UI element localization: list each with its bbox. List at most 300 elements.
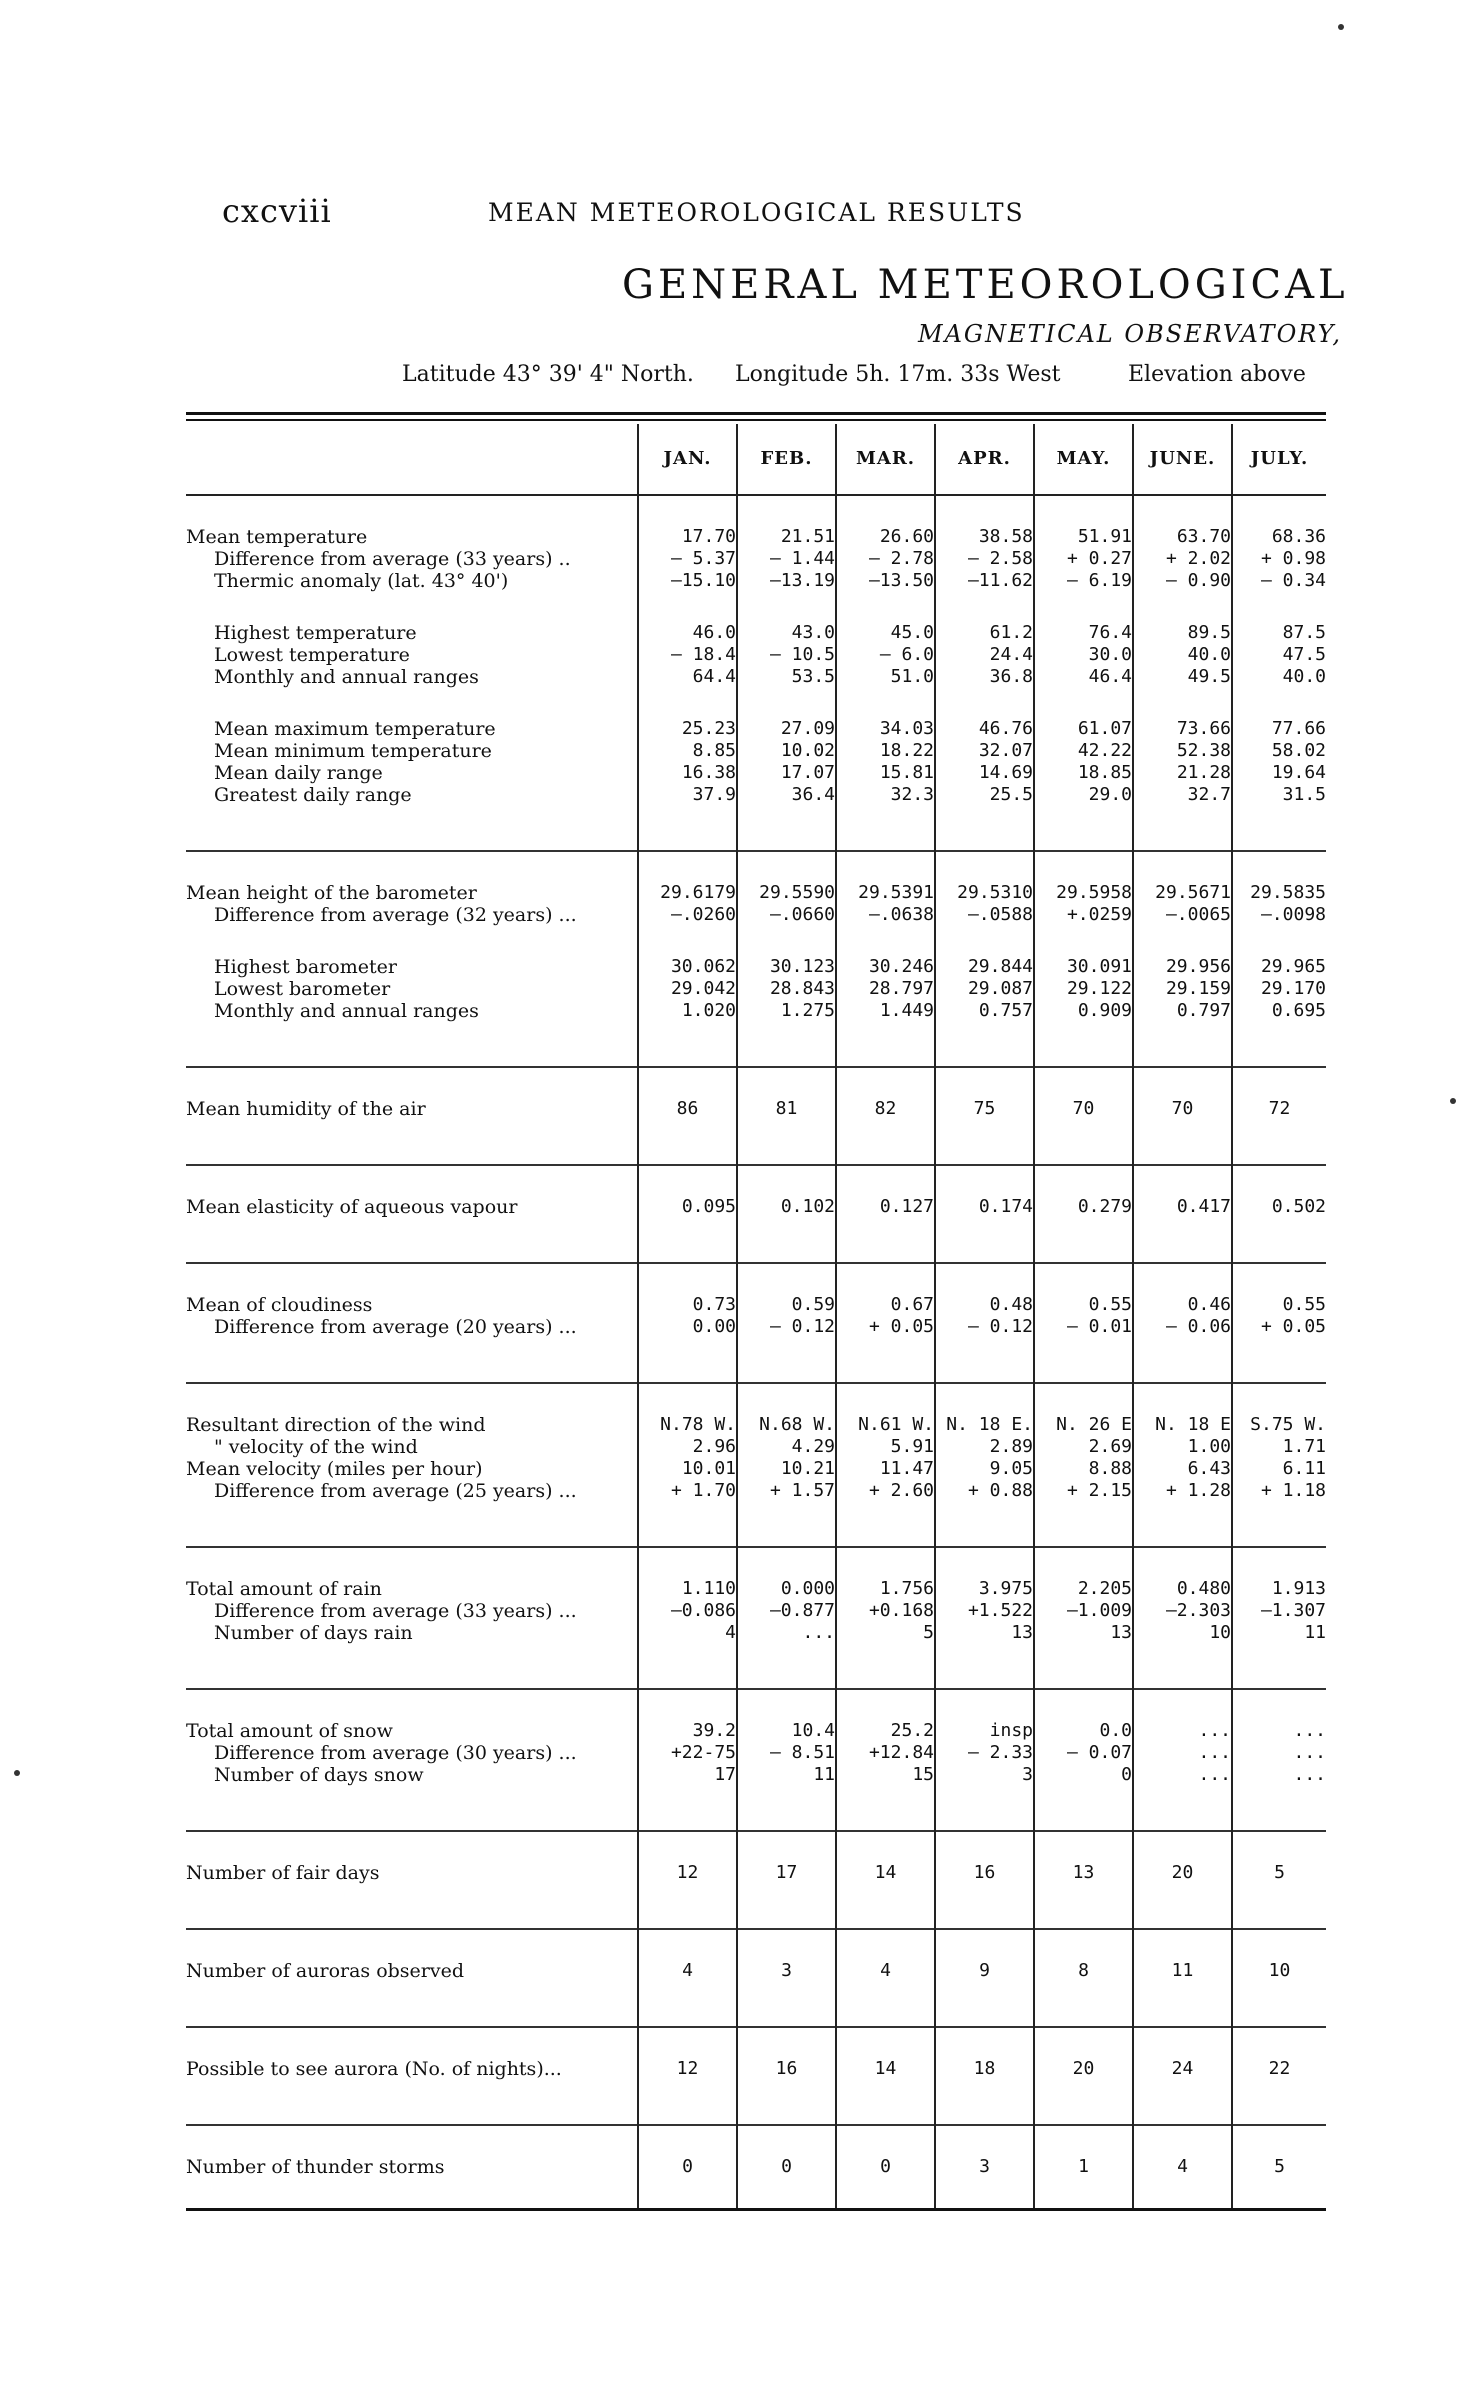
spacer-cell <box>935 2080 1034 2125</box>
spacer-cell <box>1133 1547 1232 1578</box>
row-label: Number of thunder storms <box>186 2156 445 2178</box>
spacer-cell <box>737 1502 836 1547</box>
value-cell: 49.5 <box>1133 666 1232 688</box>
value-cell: 8 <box>1034 1960 1133 1982</box>
value-cell: 16 <box>737 2058 836 2080</box>
spacer-cell <box>737 1383 836 1414</box>
meteorological-table <box>186 424 1326 2211</box>
value-cell: —15.10 <box>638 570 737 592</box>
value-cell: 45.0 <box>836 622 935 644</box>
spacer-cell <box>935 1644 1034 1689</box>
spacer-cell <box>1034 1067 1133 1098</box>
spacer-cell <box>1133 1338 1232 1383</box>
table-row <box>186 1316 1326 1338</box>
spacer-row <box>186 495 1326 526</box>
value-cell: 14 <box>836 1862 935 1884</box>
speck-mark <box>14 1770 20 1776</box>
spacer-cell <box>836 495 935 526</box>
row-label: Number of auroras observed <box>186 1960 465 1982</box>
value-cell: — 2.33 <box>935 1742 1034 1764</box>
spacer-cell <box>186 1218 638 1263</box>
value-cell: 16.38 <box>638 762 737 784</box>
spacer-cell <box>1034 1502 1133 1547</box>
spacer-row <box>186 1502 1326 1547</box>
value-cell: N.68 W. <box>737 1414 836 1436</box>
spacer-cell <box>1133 1786 1232 1831</box>
spacer-cell <box>186 2080 638 2125</box>
value-cell: 63.70 <box>1133 526 1232 548</box>
value-cell: —1.009 <box>1034 1600 1133 1622</box>
spacer-cell <box>836 2027 935 2058</box>
value-cell: 29.5310 <box>935 882 1034 904</box>
table-row <box>186 1196 1326 1218</box>
value-cell: 26.60 <box>836 526 935 548</box>
page-number: cxcviii <box>222 192 332 230</box>
spacer-cell <box>1034 495 1133 526</box>
table-row <box>186 904 1326 926</box>
value-cell: + 1.28 <box>1133 1480 1232 1502</box>
table-row <box>186 1578 1326 1600</box>
value-cell: 75 <box>935 1098 1034 1120</box>
value-cell: 18.85 <box>1034 762 1133 784</box>
spacer-cell <box>1133 1502 1232 1547</box>
table-row <box>186 762 1326 784</box>
value-cell: 0.909 <box>1034 1000 1133 1022</box>
spacer-cell <box>1232 1120 1326 1165</box>
value-cell: — 1.44 <box>737 548 836 570</box>
spacer-cell <box>186 926 638 956</box>
spacer-cell <box>186 1067 638 1098</box>
month-header: JAN. <box>638 424 737 495</box>
spacer-cell <box>836 2178 935 2210</box>
spacer-cell <box>638 1786 737 1831</box>
spacer-cell <box>836 1884 935 1929</box>
value-cell: 3 <box>935 2156 1034 2178</box>
value-cell: 5 <box>1232 2156 1326 2178</box>
spacer-cell <box>836 2125 935 2156</box>
value-cell: —11.62 <box>935 570 1034 592</box>
value-cell: 30.246 <box>836 956 935 978</box>
row-label: Monthly and annual ranges <box>214 666 479 688</box>
spacer-cell <box>1034 1689 1133 1720</box>
value-cell: 17 <box>737 1862 836 1884</box>
value-cell: 87.5 <box>1232 622 1326 644</box>
spacer-cell <box>1232 806 1326 851</box>
spacer-cell <box>1034 1022 1133 1067</box>
month-header: MAR. <box>836 424 935 495</box>
spacer-cell <box>638 1547 737 1578</box>
page-title: GENERAL METEOROLOGICAL <box>622 262 1349 308</box>
value-cell: 2.96 <box>638 1436 737 1458</box>
value-cell: 6.11 <box>1232 1458 1326 1480</box>
value-cell: 13 <box>935 1622 1034 1644</box>
value-cell: 0 <box>737 2156 836 2178</box>
value-cell: 0.797 <box>1133 1000 1232 1022</box>
spacer-cell <box>1232 1502 1326 1547</box>
header-rule-top <box>186 412 1326 415</box>
value-cell: 0.480 <box>1133 1578 1232 1600</box>
value-cell: 2.89 <box>935 1436 1034 1458</box>
spacer-cell <box>1232 1884 1326 1929</box>
longitude-text: Longitude 5h. 17m. 33s West <box>735 362 1061 387</box>
table-row <box>186 718 1326 740</box>
value-cell: — 10.5 <box>737 644 836 666</box>
row-label: Difference from average (33 years) ... <box>214 1600 577 1622</box>
spacer-cell <box>1232 1263 1326 1294</box>
value-cell: 27.09 <box>737 718 836 740</box>
table-row <box>186 1622 1326 1644</box>
spacer-cell <box>1034 2125 1133 2156</box>
table-row <box>186 1720 1326 1742</box>
spacer-cell <box>638 1165 737 1196</box>
spacer-cell <box>1133 2125 1232 2156</box>
spacer-cell <box>638 1644 737 1689</box>
value-cell: — 0.07 <box>1034 1742 1133 1764</box>
spacer-cell <box>1232 2125 1326 2156</box>
value-cell: 47.5 <box>1232 644 1326 666</box>
spacer-cell <box>186 851 638 882</box>
spacer-cell <box>836 851 935 882</box>
table-bottom-row <box>186 2178 1326 2210</box>
value-cell: + 1.70 <box>638 1480 737 1502</box>
value-cell: 58.02 <box>1232 740 1326 762</box>
spacer-cell <box>935 1383 1034 1414</box>
spacer-cell <box>737 1982 836 2027</box>
spacer-cell <box>1232 1644 1326 1689</box>
value-cell: S.75 W. <box>1232 1414 1326 1436</box>
value-cell: 53.5 <box>737 666 836 688</box>
value-cell: 3.975 <box>935 1578 1034 1600</box>
spacer-cell <box>737 1165 836 1196</box>
value-cell: 10.21 <box>737 1458 836 1480</box>
spacer-row <box>186 926 1326 956</box>
value-cell: 6.43 <box>1133 1458 1232 1480</box>
row-label: Resultant direction of the wind <box>186 1414 486 1436</box>
spacer-cell <box>186 1831 638 1862</box>
value-cell: + 0.27 <box>1034 548 1133 570</box>
value-cell: 8.88 <box>1034 1458 1133 1480</box>
value-cell: 39.2 <box>638 1720 737 1742</box>
value-cell: —.0065 <box>1133 904 1232 926</box>
spacer-cell <box>737 1120 836 1165</box>
spacer-cell <box>1232 1929 1326 1960</box>
value-cell: 0.00 <box>638 1316 737 1338</box>
value-cell: — 0.12 <box>737 1316 836 1338</box>
value-cell: 0.102 <box>737 1196 836 1218</box>
value-cell: — 6.19 <box>1034 570 1133 592</box>
spacer-cell <box>935 1263 1034 1294</box>
value-cell: 1.00 <box>1133 1436 1232 1458</box>
table-row <box>186 2156 1326 2178</box>
value-cell: — 0.06 <box>1133 1316 1232 1338</box>
spacer-cell <box>186 592 638 622</box>
value-cell: 3 <box>935 1764 1034 1786</box>
spacer-cell <box>1133 2080 1232 2125</box>
value-cell: + 0.05 <box>1232 1316 1326 1338</box>
spacer-cell <box>1133 1689 1232 1720</box>
value-cell: ... <box>1232 1720 1326 1742</box>
row-label: Thermic anomaly (lat. 43° 40') <box>214 570 509 592</box>
spacer-cell <box>186 688 638 718</box>
spacer-cell <box>836 1022 935 1067</box>
spacer-cell <box>737 2080 836 2125</box>
value-cell: + 0.05 <box>836 1316 935 1338</box>
value-cell: —2.303 <box>1133 1600 1232 1622</box>
spacer-cell <box>737 1831 836 1862</box>
spacer-cell <box>1133 1929 1232 1960</box>
spacer-cell <box>1034 1786 1133 1831</box>
row-label: Total amount of snow <box>186 1720 393 1742</box>
row-label: Lowest temperature <box>214 644 410 666</box>
value-cell: 0.417 <box>1133 1196 1232 1218</box>
spacer-cell <box>1232 1067 1326 1098</box>
row-label: Mean of cloudiness <box>186 1294 373 1316</box>
value-cell: 0.095 <box>638 1196 737 1218</box>
value-cell: + 2.15 <box>1034 1480 1133 1502</box>
month-header: MAY. <box>1034 424 1133 495</box>
table-row <box>186 570 1326 592</box>
value-cell: 0 <box>638 2156 737 2178</box>
spacer-row <box>186 2080 1326 2125</box>
value-cell: 0.757 <box>935 1000 1034 1022</box>
spacer-cell <box>737 592 836 622</box>
separator-row <box>186 851 1326 882</box>
value-cell: 0.55 <box>1232 1294 1326 1316</box>
spacer-cell <box>186 1982 638 2027</box>
spacer-cell <box>1034 1383 1133 1414</box>
spacer-cell <box>935 1067 1034 1098</box>
value-cell: 76.4 <box>1034 622 1133 644</box>
spacer-cell <box>1133 592 1232 622</box>
value-cell: 61.2 <box>935 622 1034 644</box>
separator-row <box>186 2027 1326 2058</box>
value-cell: 0.67 <box>836 1294 935 1316</box>
value-cell: 86 <box>638 1098 737 1120</box>
spacer-cell <box>1232 1786 1326 1831</box>
value-cell: 42.22 <box>1034 740 1133 762</box>
row-label: Difference from average (33 years) .. <box>214 548 571 570</box>
value-cell: 1.71 <box>1232 1436 1326 1458</box>
value-cell: 0.127 <box>836 1196 935 1218</box>
value-cell: 29.5590 <box>737 882 836 904</box>
value-cell: 10 <box>1232 1960 1326 1982</box>
spacer-cell <box>638 1502 737 1547</box>
spacer-cell <box>935 1022 1034 1067</box>
value-cell: 21.28 <box>1133 762 1232 784</box>
spacer-cell <box>1133 1022 1232 1067</box>
value-cell: 12 <box>638 1862 737 1884</box>
value-cell: 43.0 <box>737 622 836 644</box>
speck-mark <box>1338 24 1344 30</box>
row-label: Highest barometer <box>214 956 397 978</box>
spacer-row <box>186 1884 1326 1929</box>
spacer-cell <box>1133 1120 1232 1165</box>
value-cell: 0 <box>1034 1764 1133 1786</box>
table-header-row <box>186 424 1326 495</box>
value-cell: 30.091 <box>1034 956 1133 978</box>
table-row <box>186 622 1326 644</box>
row-label: Difference from average (25 years) ... <box>214 1480 577 1502</box>
table-row <box>186 1000 1326 1022</box>
value-cell: 32.7 <box>1133 784 1232 806</box>
spacer-cell <box>836 1218 935 1263</box>
spacer-cell <box>638 688 737 718</box>
spacer-cell <box>1232 2080 1326 2125</box>
spacer-cell <box>737 1263 836 1294</box>
spacer-cell <box>1133 806 1232 851</box>
spacer-cell <box>1133 851 1232 882</box>
separator-row <box>186 1929 1326 1960</box>
spacer-cell <box>1034 851 1133 882</box>
value-cell: —13.50 <box>836 570 935 592</box>
spacer-cell <box>836 1929 935 1960</box>
value-cell: 2.205 <box>1034 1578 1133 1600</box>
value-cell: N.61 W. <box>836 1414 935 1436</box>
spacer-cell <box>638 592 737 622</box>
spacer-cell <box>737 1022 836 1067</box>
row-label: Highest temperature <box>214 622 417 644</box>
value-cell: 0.46 <box>1133 1294 1232 1316</box>
spacer-cell <box>186 495 638 526</box>
spacer-cell <box>836 2080 935 2125</box>
value-cell: —.0098 <box>1232 904 1326 926</box>
spacer-cell <box>935 1884 1034 1929</box>
value-cell: 4 <box>836 1960 935 1982</box>
value-cell: 19.64 <box>1232 762 1326 784</box>
value-cell: ... <box>1133 1742 1232 1764</box>
spacer-cell <box>836 592 935 622</box>
value-cell: 11 <box>737 1764 836 1786</box>
value-cell: 20 <box>1034 2058 1133 2080</box>
value-cell: 70 <box>1133 1098 1232 1120</box>
value-cell: 17.07 <box>737 762 836 784</box>
value-cell: 29.956 <box>1133 956 1232 978</box>
separator-row <box>186 1067 1326 1098</box>
spacer-cell <box>836 1067 935 1098</box>
spacer-cell <box>935 1786 1034 1831</box>
value-cell: 32.07 <box>935 740 1034 762</box>
value-cell: 0 <box>836 2156 935 2178</box>
spacer-cell <box>1034 1547 1133 1578</box>
spacer-cell <box>737 1218 836 1263</box>
spacer-cell <box>1232 1218 1326 1263</box>
spacer-cell <box>1133 1165 1232 1196</box>
spacer-cell <box>935 1929 1034 1960</box>
separator-row <box>186 1831 1326 1862</box>
table-row <box>186 666 1326 688</box>
spacer-cell <box>1232 1165 1326 1196</box>
value-cell: 5 <box>836 1622 935 1644</box>
row-label: Mean height of the barometer <box>186 882 477 904</box>
spacer-row <box>186 806 1326 851</box>
spacer-cell <box>186 1383 638 1414</box>
value-cell: 18.22 <box>836 740 935 762</box>
spacer-cell <box>935 2125 1034 2156</box>
value-cell: 9 <box>935 1960 1034 1982</box>
value-cell: 10 <box>1133 1622 1232 1644</box>
table-row <box>186 1436 1326 1458</box>
row-label: Number of fair days <box>186 1862 380 1884</box>
spacer-cell <box>836 1689 935 1720</box>
table-row <box>186 1742 1326 1764</box>
value-cell: 0.695 <box>1232 1000 1326 1022</box>
value-cell: 18 <box>935 2058 1034 2080</box>
value-cell: 10.4 <box>737 1720 836 1742</box>
value-cell: 32.3 <box>836 784 935 806</box>
table-row <box>186 1480 1326 1502</box>
spacer-cell <box>1133 1383 1232 1414</box>
spacer-cell <box>638 1929 737 1960</box>
spacer-cell <box>1034 1982 1133 2027</box>
spacer-cell <box>638 1689 737 1720</box>
table-row <box>186 2058 1326 2080</box>
value-cell: 51.0 <box>836 666 935 688</box>
value-cell: 9.05 <box>935 1458 1034 1480</box>
spacer-cell <box>186 1120 638 1165</box>
spacer-cell <box>935 1218 1034 1263</box>
value-cell: 46.4 <box>1034 666 1133 688</box>
month-header: FEB. <box>737 424 836 495</box>
spacer-cell <box>737 2178 836 2210</box>
spacer-cell <box>1232 1547 1326 1578</box>
spacer-cell <box>638 1831 737 1862</box>
spacer-cell <box>836 1338 935 1383</box>
value-cell: 29.5391 <box>836 882 935 904</box>
table-row <box>186 1294 1326 1316</box>
value-cell: 0.0 <box>1034 1720 1133 1742</box>
spacer-cell <box>836 1982 935 2027</box>
value-cell: ... <box>1232 1764 1326 1786</box>
spacer-cell <box>836 1786 935 1831</box>
spacer-cell <box>836 1165 935 1196</box>
value-cell: 30.123 <box>737 956 836 978</box>
spacer-cell <box>1034 806 1133 851</box>
spacer-cell <box>1133 1263 1232 1294</box>
value-cell: 17 <box>638 1764 737 1786</box>
value-cell: — 0.01 <box>1034 1316 1133 1338</box>
value-cell: + 1.57 <box>737 1480 836 1502</box>
value-cell: 29.5835 <box>1232 882 1326 904</box>
value-cell: 29.0 <box>1034 784 1133 806</box>
spacer-cell <box>737 1644 836 1689</box>
spacer-cell <box>1133 1218 1232 1263</box>
table-row <box>186 1600 1326 1622</box>
value-cell: —1.307 <box>1232 1600 1326 1622</box>
value-cell: 81 <box>737 1098 836 1120</box>
value-cell: + 2.60 <box>836 1480 935 1502</box>
spacer-cell <box>1232 495 1326 526</box>
label-column-header <box>186 424 638 495</box>
spacer-cell <box>638 2125 737 2156</box>
table-row <box>186 784 1326 806</box>
spacer-cell <box>186 1165 638 1196</box>
value-cell: 21.51 <box>737 526 836 548</box>
spacer-cell <box>1232 2027 1326 2058</box>
value-cell: 52.38 <box>1133 740 1232 762</box>
spacer-cell <box>1232 1831 1326 1862</box>
row-label: Mean daily range <box>214 762 383 784</box>
value-cell: 46.76 <box>935 718 1034 740</box>
row-label: Mean humidity of the air <box>186 1098 426 1120</box>
spacer-cell <box>186 1884 638 1929</box>
spacer-cell <box>737 1884 836 1929</box>
value-cell: 29.5958 <box>1034 882 1133 904</box>
value-cell: 4 <box>1133 2156 1232 2178</box>
spacer-cell <box>1133 1982 1232 2027</box>
elevation-text: Elevation above <box>1128 362 1306 387</box>
value-cell: +0.168 <box>836 1600 935 1622</box>
row-label: Total amount of rain <box>186 1578 382 1600</box>
